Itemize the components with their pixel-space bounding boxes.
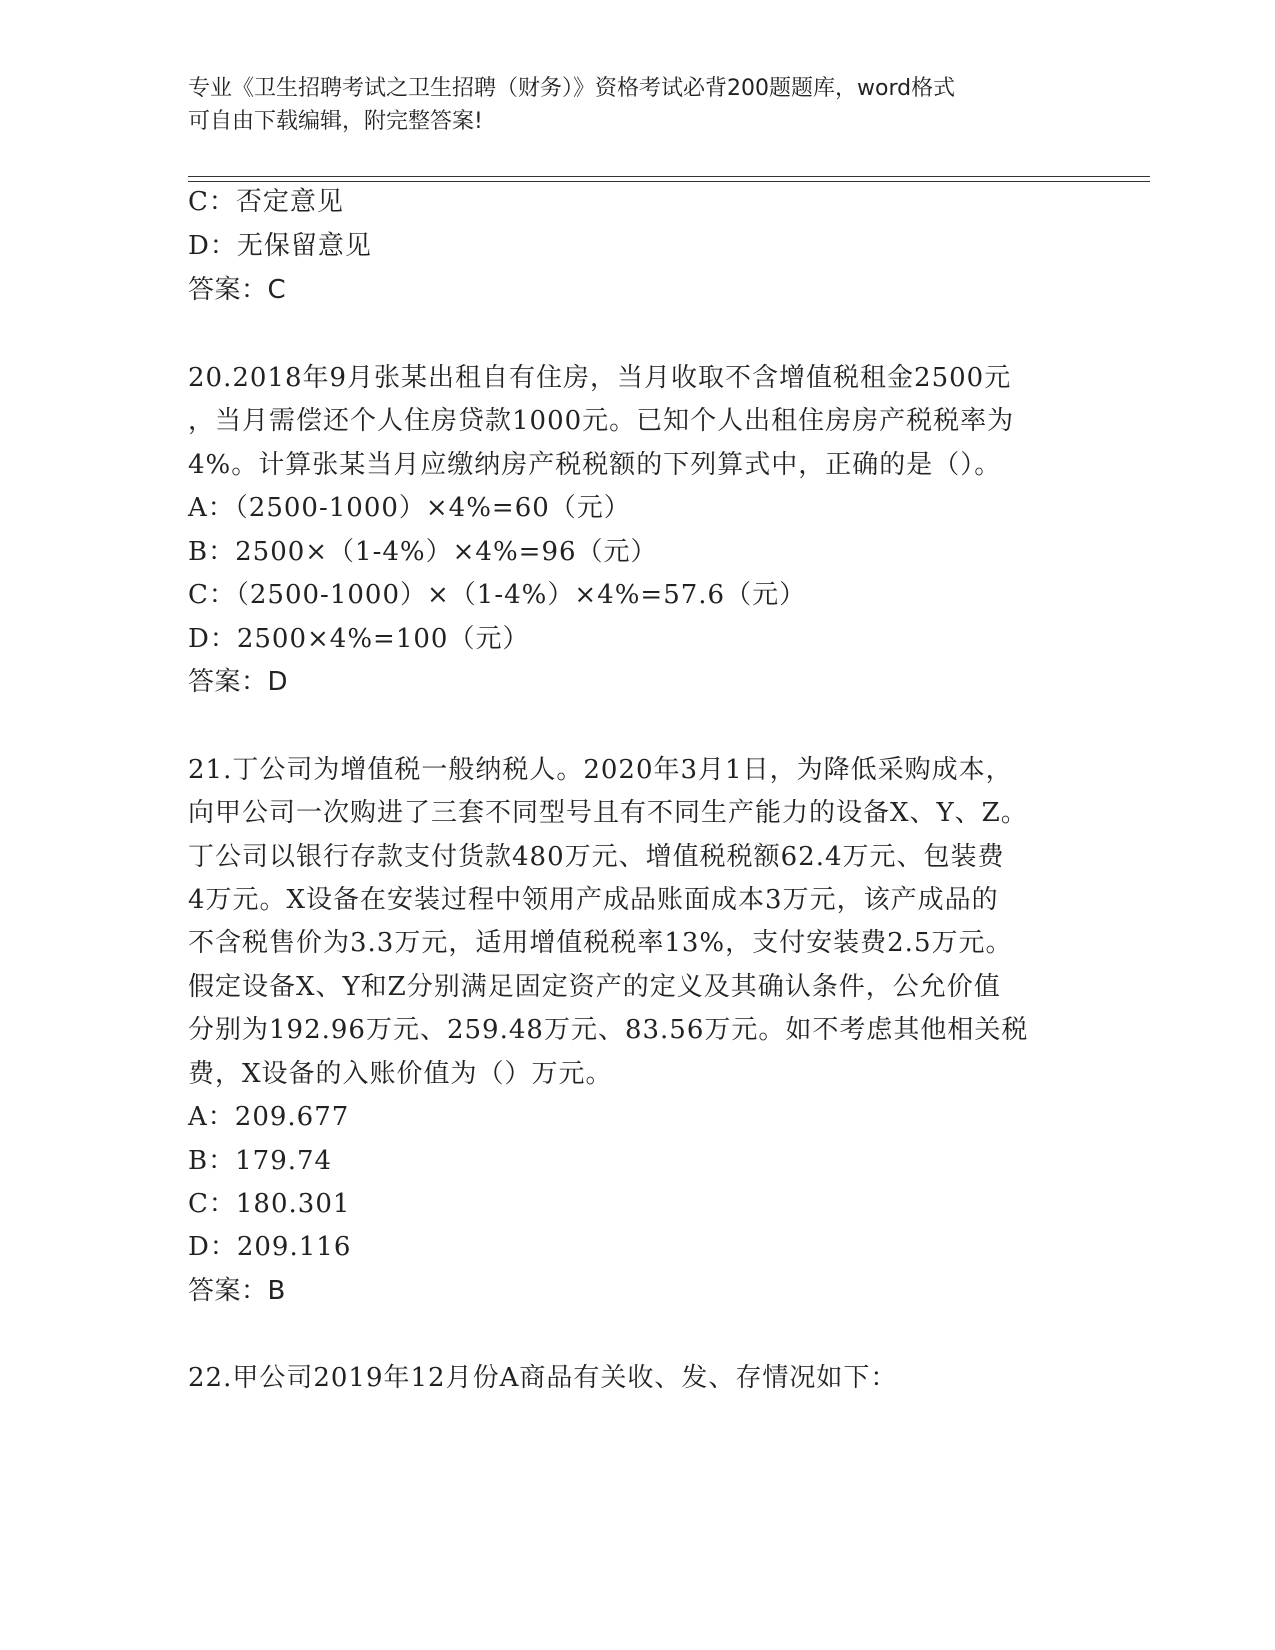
q21-stem-line-2: 向甲公司一次购进了三套不同型号且有不同生产能力的设备X、Y、Z。 xyxy=(188,798,1028,828)
header-divider-bottom xyxy=(188,181,1150,182)
q20-stem-line-1: 20.2018年9月张某出租自有住房，当月收取不含增值税租金2500元 xyxy=(188,363,1012,393)
q20-option-d: D：2500×4%=100（元） xyxy=(188,624,530,654)
q21-stem-line-6: 假定设备X、Y和Z分别满足固定资产的定义及其确认条件，公允价值 xyxy=(188,972,1001,1002)
q21-option-b: B：179.74 xyxy=(188,1146,333,1176)
q21-stem-line-1: 21.丁公司为增值税一般纳税人。2020年3月1日，为降低采购成本， xyxy=(188,755,1013,785)
document-header xyxy=(188,72,1068,138)
q22-stem: 22.甲公司2019年12月份A商品有关收、发、存情况如下： xyxy=(188,1363,898,1393)
header-divider-top xyxy=(188,176,1150,177)
q21-stem-line-8: 费，X设备的入账价值为（）万元。 xyxy=(188,1059,613,1089)
q20-option-a: A：（2500-1000）×4%=60（元） xyxy=(188,493,631,523)
q20-answer: 答案：D xyxy=(188,667,289,697)
q21-stem-line-7: 分别为192.96万元、259.48万元、83.56万元。如不考虑其他相关税 xyxy=(188,1015,1029,1045)
q21-option-c: C：180.301 xyxy=(188,1189,351,1219)
q20-option-b: B：2500×（1-4%）×4%=96（元） xyxy=(188,537,658,567)
q21-option-a: A：209.677 xyxy=(188,1102,350,1132)
q19-option-d: D：无保留意见 xyxy=(188,231,372,261)
q21-stem-line-3: 丁公司以银行存款支付货款480万元、增值税税额62.4万元、包装费 xyxy=(188,842,1005,872)
q21-option-d: D：209.116 xyxy=(188,1232,352,1262)
q21-stem-line-5: 不含税售价为3.3万元，适用增值税税率13%，支付安装费2.5万元。 xyxy=(188,928,1013,958)
q19-option-c: C：否定意见 xyxy=(188,187,344,217)
header-line-2: 可自由下载编辑，附完整答案! xyxy=(188,109,483,134)
q19-answer: 答案：C xyxy=(188,275,287,305)
q20-stem-line-2: ，当月需偿还个人住房贷款1000元。已知个人出租住房房产税税率为 xyxy=(188,406,1015,436)
q20-stem-line-3: 4%。计算张某当月应缴纳房产税税额的下列算式中，正确的是（）。 xyxy=(188,450,1002,480)
header-line-1: 专业《卫生招聘考试之卫生招聘（财务）》资格考试必背200题题库，word格式 xyxy=(188,76,956,101)
q20-option-c: C：（2500-1000）×（1-4%）×4%=57.6（元） xyxy=(188,580,807,610)
q21-answer: 答案：B xyxy=(188,1276,286,1306)
q21-stem-line-4: 4万元。X设备在安装过程中领用产成品账面成本3万元，该产成品的 xyxy=(188,885,999,915)
